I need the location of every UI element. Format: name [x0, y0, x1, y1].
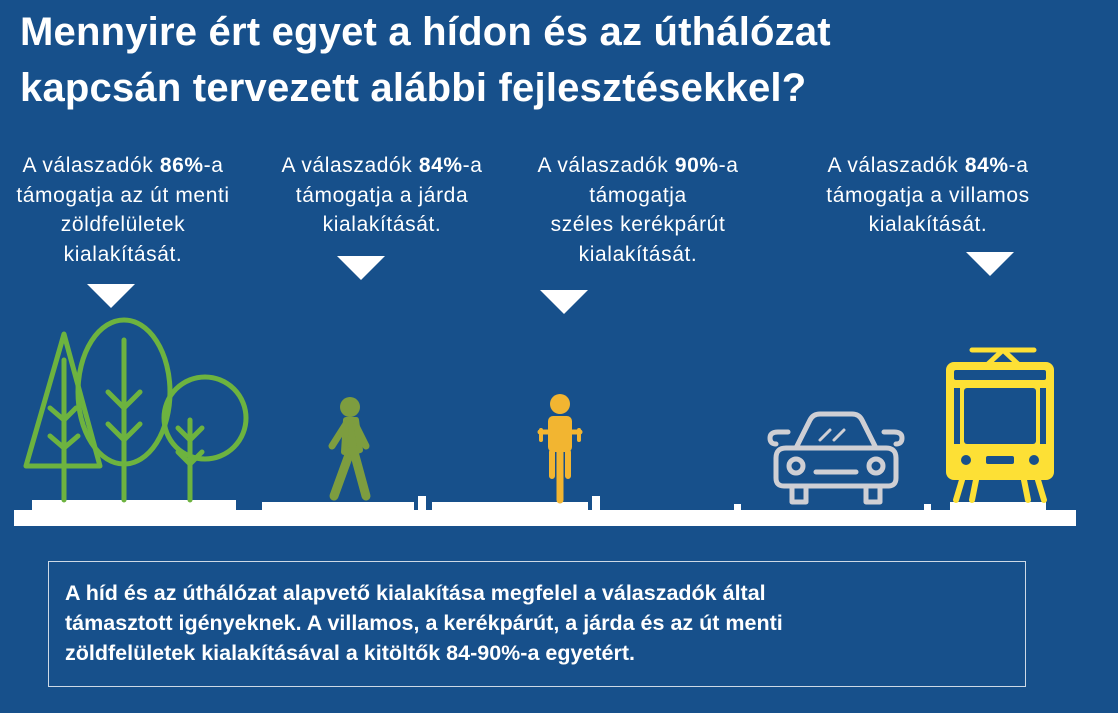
callout-bike-lane-line: széles kerékpárút	[550, 213, 726, 236]
pine-tree-trunk	[50, 360, 78, 500]
callout-sidewalk-suffix: -a	[462, 154, 483, 177]
summary-line: támasztott igényeknek. A villamos, a kerékpárút, a járda és az út menti	[65, 611, 783, 635]
callout-bike-lane-line: támogatja	[589, 183, 687, 207]
tram-side-window	[954, 388, 960, 444]
car-roof	[796, 414, 876, 448]
curb-bike	[432, 502, 588, 511]
callout-sidewalk-percent: 84%	[418, 154, 463, 177]
tram-destination-sign	[954, 370, 1046, 380]
callout-greenery-prefix: A válaszadók	[22, 154, 160, 177]
title-line-2: kapcsán tervezett alábbi fejlesztésekkel?	[20, 66, 807, 110]
callout-bike-lane-prefix: A válaszadók	[537, 154, 675, 177]
tram-headlight	[1029, 455, 1039, 465]
car-mirror-left	[770, 432, 788, 444]
oval-tree-trunk	[108, 340, 140, 500]
curb-divider	[734, 504, 741, 511]
callout-greenery-percent: 86%	[159, 154, 204, 177]
curb-sidewalk	[262, 502, 414, 511]
callout-tram-prefix: A válaszadók	[827, 154, 965, 177]
curb-divider	[924, 504, 931, 511]
summary-line: A híd és az úthálózat alapvető kialakítása megfelel a válaszadók által	[65, 581, 766, 605]
curb-divider	[592, 496, 600, 511]
car-icon	[770, 414, 902, 502]
tram-pantograph	[972, 350, 1034, 364]
tram-bumper	[986, 456, 1014, 464]
trees-icon	[26, 320, 246, 500]
car-mirror-right	[884, 432, 902, 444]
callout-sidewalk-line: támogatja a járda	[295, 183, 469, 207]
callout-tram-line: kialakítását.	[868, 213, 988, 236]
callout-bike-lane-line: kialakítását.	[578, 242, 698, 266]
cyclist-head	[550, 394, 570, 414]
callout-bike-lane-percent: 90%	[674, 154, 719, 177]
callout-tram-suffix: -a	[1008, 154, 1029, 177]
summary-box	[48, 561, 1026, 687]
callout-greenery-suffix: -a	[203, 154, 224, 177]
tram-platform	[950, 502, 1046, 511]
round-tree-outline	[164, 377, 246, 459]
pedestrian-head	[340, 397, 360, 417]
car-windshield-glare	[820, 430, 844, 440]
callout-sidewalk-prefix: A válaszadók	[281, 154, 419, 177]
tram-icon	[946, 350, 1054, 500]
summary-line: zöldfelületek kialakításával a kitöltők 84-90%-a egyetért.	[65, 641, 636, 665]
curb-divider	[418, 496, 426, 511]
car-headlight	[789, 459, 803, 473]
road	[14, 496, 1076, 526]
cyclist-icon	[540, 394, 580, 500]
tram-headlight	[961, 455, 971, 465]
car-body	[776, 448, 896, 486]
callout-greenery-line: támogatja az út menti	[16, 183, 230, 207]
car-headlight	[869, 459, 883, 473]
pedestrian-icon	[332, 397, 366, 496]
callout-sidewalk-line: kialakítását.	[322, 213, 442, 236]
tram-side-window	[1040, 388, 1046, 444]
tram-bogies	[956, 480, 1044, 500]
tram-windshield	[964, 388, 1036, 444]
pedestrian-leg	[354, 452, 366, 496]
callout-tram-percent: 84%	[964, 154, 1009, 177]
callout-greenery-line: kialakítását.	[63, 242, 183, 266]
callout-bike-lane-suffix: -a	[718, 154, 739, 177]
callout-tram-line: támogatja a villamos	[826, 183, 1030, 207]
callout-greenery-line: zöldfelületek	[60, 213, 186, 236]
road-surface	[14, 510, 1076, 526]
pedestrian-leg	[334, 452, 350, 496]
title-line-1: Mennyire ért egyet a hídon és az úthálózat	[20, 10, 831, 54]
